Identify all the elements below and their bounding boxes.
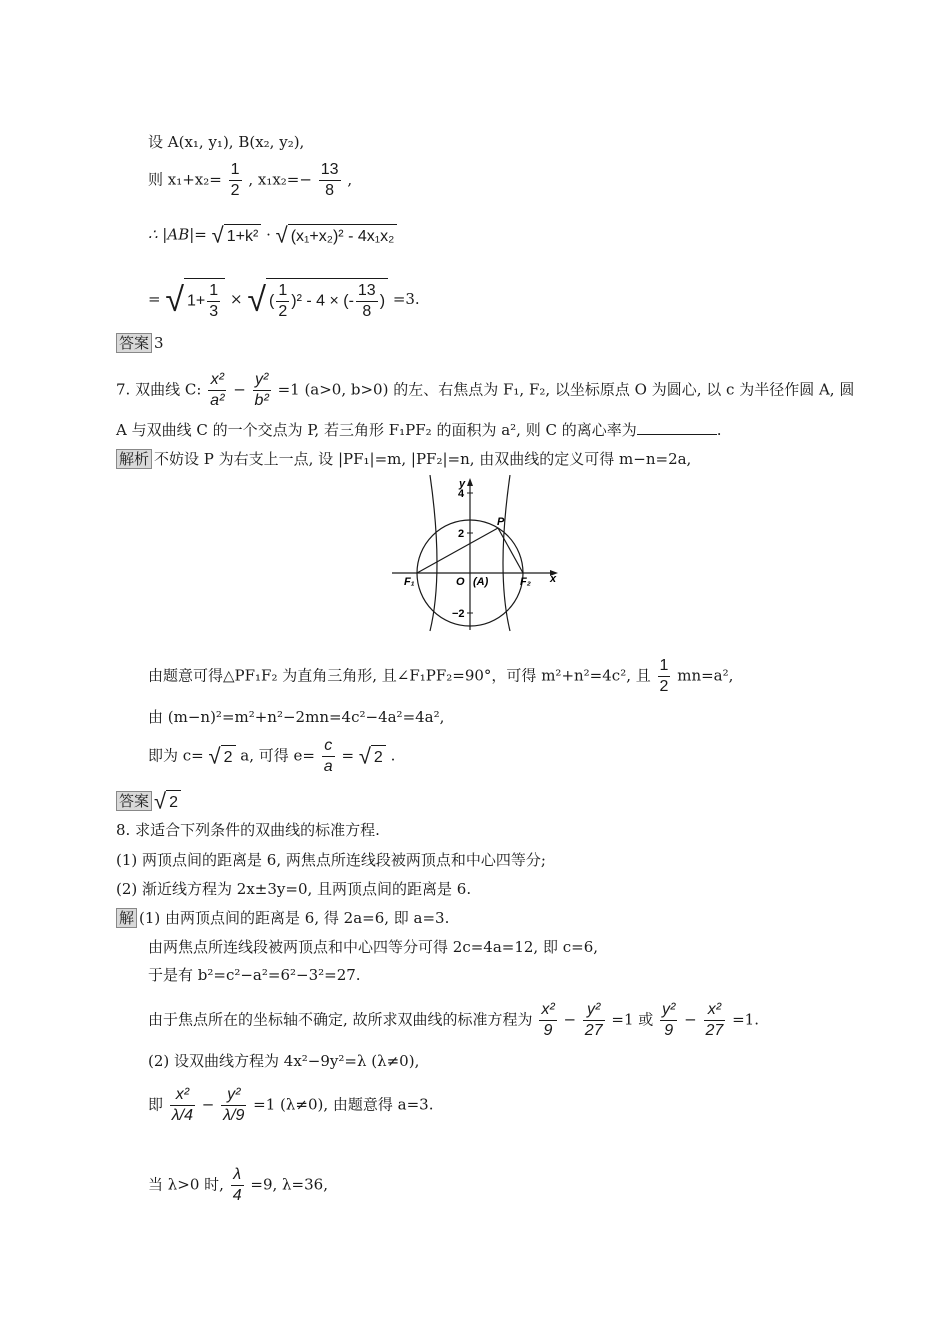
denominator: 3 [209,303,219,320]
denominator: b² [254,392,269,409]
question-line [116,420,722,440]
math-text: 由两焦点所连线段被两顶点和中心四等分可得 2c=4a=12, 即 c=6, [148,938,599,956]
solution-line [148,965,361,985]
math-text: =1 (a>0, b>0) 的左、右焦点为 F₁, F₂, 以坐标原点 O 为圆心, 以 c 为半径作圆 A, 圆 [277,380,855,399]
math-text: A 与双曲线 C 的一个交点为 P, 若三角形 F₁PF₂ 的面积为 a², 则 C 的离心率为 [116,421,637,439]
fraction [356,281,378,322]
fraction [208,370,226,411]
tick-label: 2 [458,528,465,540]
denominator: 8 [325,182,335,199]
question-line [116,850,546,870]
math-text: − [201,1095,215,1114]
denominator: 2 [659,678,669,695]
radicand: 1+k² [224,224,262,247]
text-line [148,224,397,247]
segment-p-f2 [498,528,523,573]
radicand: 2 [221,745,236,768]
math-text: 当 λ>0 时, [148,1175,224,1194]
math-text: − [563,1010,577,1029]
math-text: 即为 c= [148,746,204,765]
text-line [148,132,304,152]
answer-value: 3 [154,334,164,352]
numerator: y² [221,1085,246,1106]
radical: √ 1+k² [212,224,262,247]
fraction [322,736,335,777]
fraction [170,1085,195,1126]
question-line [116,370,854,411]
answer-tag: 答案 [116,333,152,353]
math-text: , x₁x₂=− [248,170,312,189]
axis-label-y: y [459,478,466,490]
numerator: x² [539,1000,556,1021]
radical: √ 1+ $\frac{1}{3}$ [165,278,225,322]
denominator: 9 [543,1022,553,1039]
solution-line [148,1165,328,1206]
math-text: )² - 4 × (- [291,292,354,310]
denominator: 9 [664,1022,674,1039]
solution-line [116,908,449,928]
hyperbola-figure [382,475,572,635]
answer-tag: 答案 [116,791,152,811]
math-text: . [716,421,722,439]
solution-line [148,937,598,957]
math-text: =1. [732,1010,759,1029]
fraction [221,1085,246,1126]
fraction [660,1000,677,1041]
numerator: 1 [207,281,220,302]
math-text: (1) 两顶点间的距离是 6, 两焦点所连线段被两顶点和中心四等分; [116,851,546,869]
math-text: (1) 由两顶点间的距离是 6, 得 2a=6, 即 a=3. [139,909,450,927]
solution-tag: 解 [116,908,137,928]
math-text: =9, λ=36, [250,1175,328,1194]
math-text: 1+ [187,292,206,310]
hyperbola-left-branch [430,475,437,631]
axis-label-x: x [550,573,557,585]
fraction [207,281,220,322]
tick-label: −2 [452,608,465,620]
text-line [148,160,352,201]
numerator: λ [231,1165,244,1186]
denominator: a [323,758,333,775]
radicand: 2 [371,745,386,768]
fraction [704,1000,726,1041]
radicand [266,278,388,322]
solution-line [148,707,444,727]
numerator: c [322,736,335,757]
numerator: 1 [658,656,671,677]
question-line [116,820,380,840]
focus-f2-label: F₂ [520,576,531,588]
math-text: 由于焦点所在的坐标轴不确定, 故所求双曲线的标准方程为 [148,1010,533,1029]
radical: √ 2 [209,745,236,768]
solution-line [148,1000,759,1041]
solution-line [148,1085,434,1126]
denominator: 27 [705,1022,724,1039]
denominator: 2 [278,303,288,320]
answer-line [116,790,181,813]
numerator: 13 [356,281,378,302]
math-text: =1 (λ≠0), 由题意得 a=3. [253,1095,434,1114]
fraction [319,160,341,201]
numerator: y² [583,1000,605,1021]
radical: √ 2 [359,745,386,768]
math-text: = [148,290,161,308]
math-text: 8. 求适合下列条件的双曲线的标准方程. [116,821,380,839]
analysis-tag: 解析 [116,449,152,469]
math-text: − [233,380,246,399]
denominator: 27 [584,1022,603,1039]
fraction [539,1000,556,1041]
answer-blank [637,420,717,435]
math-text: ( [269,292,275,310]
solution-line [148,736,395,777]
math-text: ∴ |AB|= [148,225,207,244]
math-text: ) [379,292,386,310]
math-text: 设 A(x₁, y₁), B(x₂, y₂), [148,133,305,151]
y-axis-arrow [467,478,473,486]
math-text: (2) 设双曲线方程为 4x²−9y²=λ (λ≠0), [148,1052,420,1070]
math-text: 于是有 b²=c²−a²=6²−3²=27. [148,966,361,984]
math-text: 由题意可得△PF₁F₂ 为直角三角形, 且∠F₁PF₂=90°，可得 m²+n²=4c², 且 [148,666,651,685]
math-text: mn=a², [677,666,734,685]
text-line [148,278,420,322]
math-text: 不妨设 P 为右支上一点, 设 |PF₁|=m, |PF₂|=n, 由双曲线的定义可得 m−n=2a, [154,450,692,468]
math-text: 则 x₁+x₂= [148,170,222,189]
radical: √ (x₁+x₂)² - 4x₁x₂ [276,224,398,247]
numerator: 1 [229,160,242,181]
fraction [276,281,289,322]
answer-line [116,333,164,353]
math-text: 7. 双曲线 C: [116,380,202,399]
point-p-label: P [497,516,505,528]
denominator: 4 [232,1187,242,1204]
math-text: 即 [148,1095,164,1114]
radicand: 2 [166,790,181,813]
math-text: =3. [392,290,420,308]
fraction [583,1000,605,1041]
denominator: λ/9 [223,1107,245,1124]
math-text: =1 或 [611,1010,654,1029]
numerator: y² [660,1000,677,1021]
solution-line [148,656,733,697]
numerator: 1 [276,281,289,302]
radicand [184,278,225,322]
numerator: x² [208,370,226,391]
hyperbola-right-branch [503,475,510,631]
math-text: (2) 渐近线方程为 2x±3y=0, 且两顶点间的距离是 6. [116,880,472,898]
tick-label: 4 [458,488,465,500]
fraction [658,656,671,697]
origin-label: O [456,576,465,588]
math-text: · [266,225,276,244]
radicand: (x₁+x₂)² - 4x₁x₂ [288,224,398,247]
fraction [253,370,271,411]
math-text: , [347,170,353,189]
focus-f1-label: F₁ [404,576,415,588]
solution-line [116,449,691,469]
math-text: . [390,746,396,765]
numerator: x² [170,1085,195,1106]
numerator: x² [704,1000,726,1021]
numerator: 13 [319,160,341,181]
fraction [231,1165,244,1206]
numerator: y² [253,370,271,391]
solution-line [148,1051,419,1071]
denominator: 8 [362,303,372,320]
math-text: − [684,1010,697,1029]
circle-label: (A) [473,576,489,588]
fraction [229,160,242,201]
denominator: λ/4 [171,1107,194,1124]
math-text: 由 (m−n)²=m²+n²−2mn=4c²−4a²=4a², [148,708,445,726]
denominator: 2 [230,182,240,199]
question-line [116,879,471,899]
radical: √ ( $\frac{1}{2}$ )² - 4 × (- $\frac{13}{8}$ ) [247,278,388,322]
math-text: a, 可得 e= [240,746,315,765]
math-text: = [341,746,355,765]
denominator: a² [210,392,225,409]
radical: √ 2 [154,790,181,813]
math-text: × [229,290,243,308]
